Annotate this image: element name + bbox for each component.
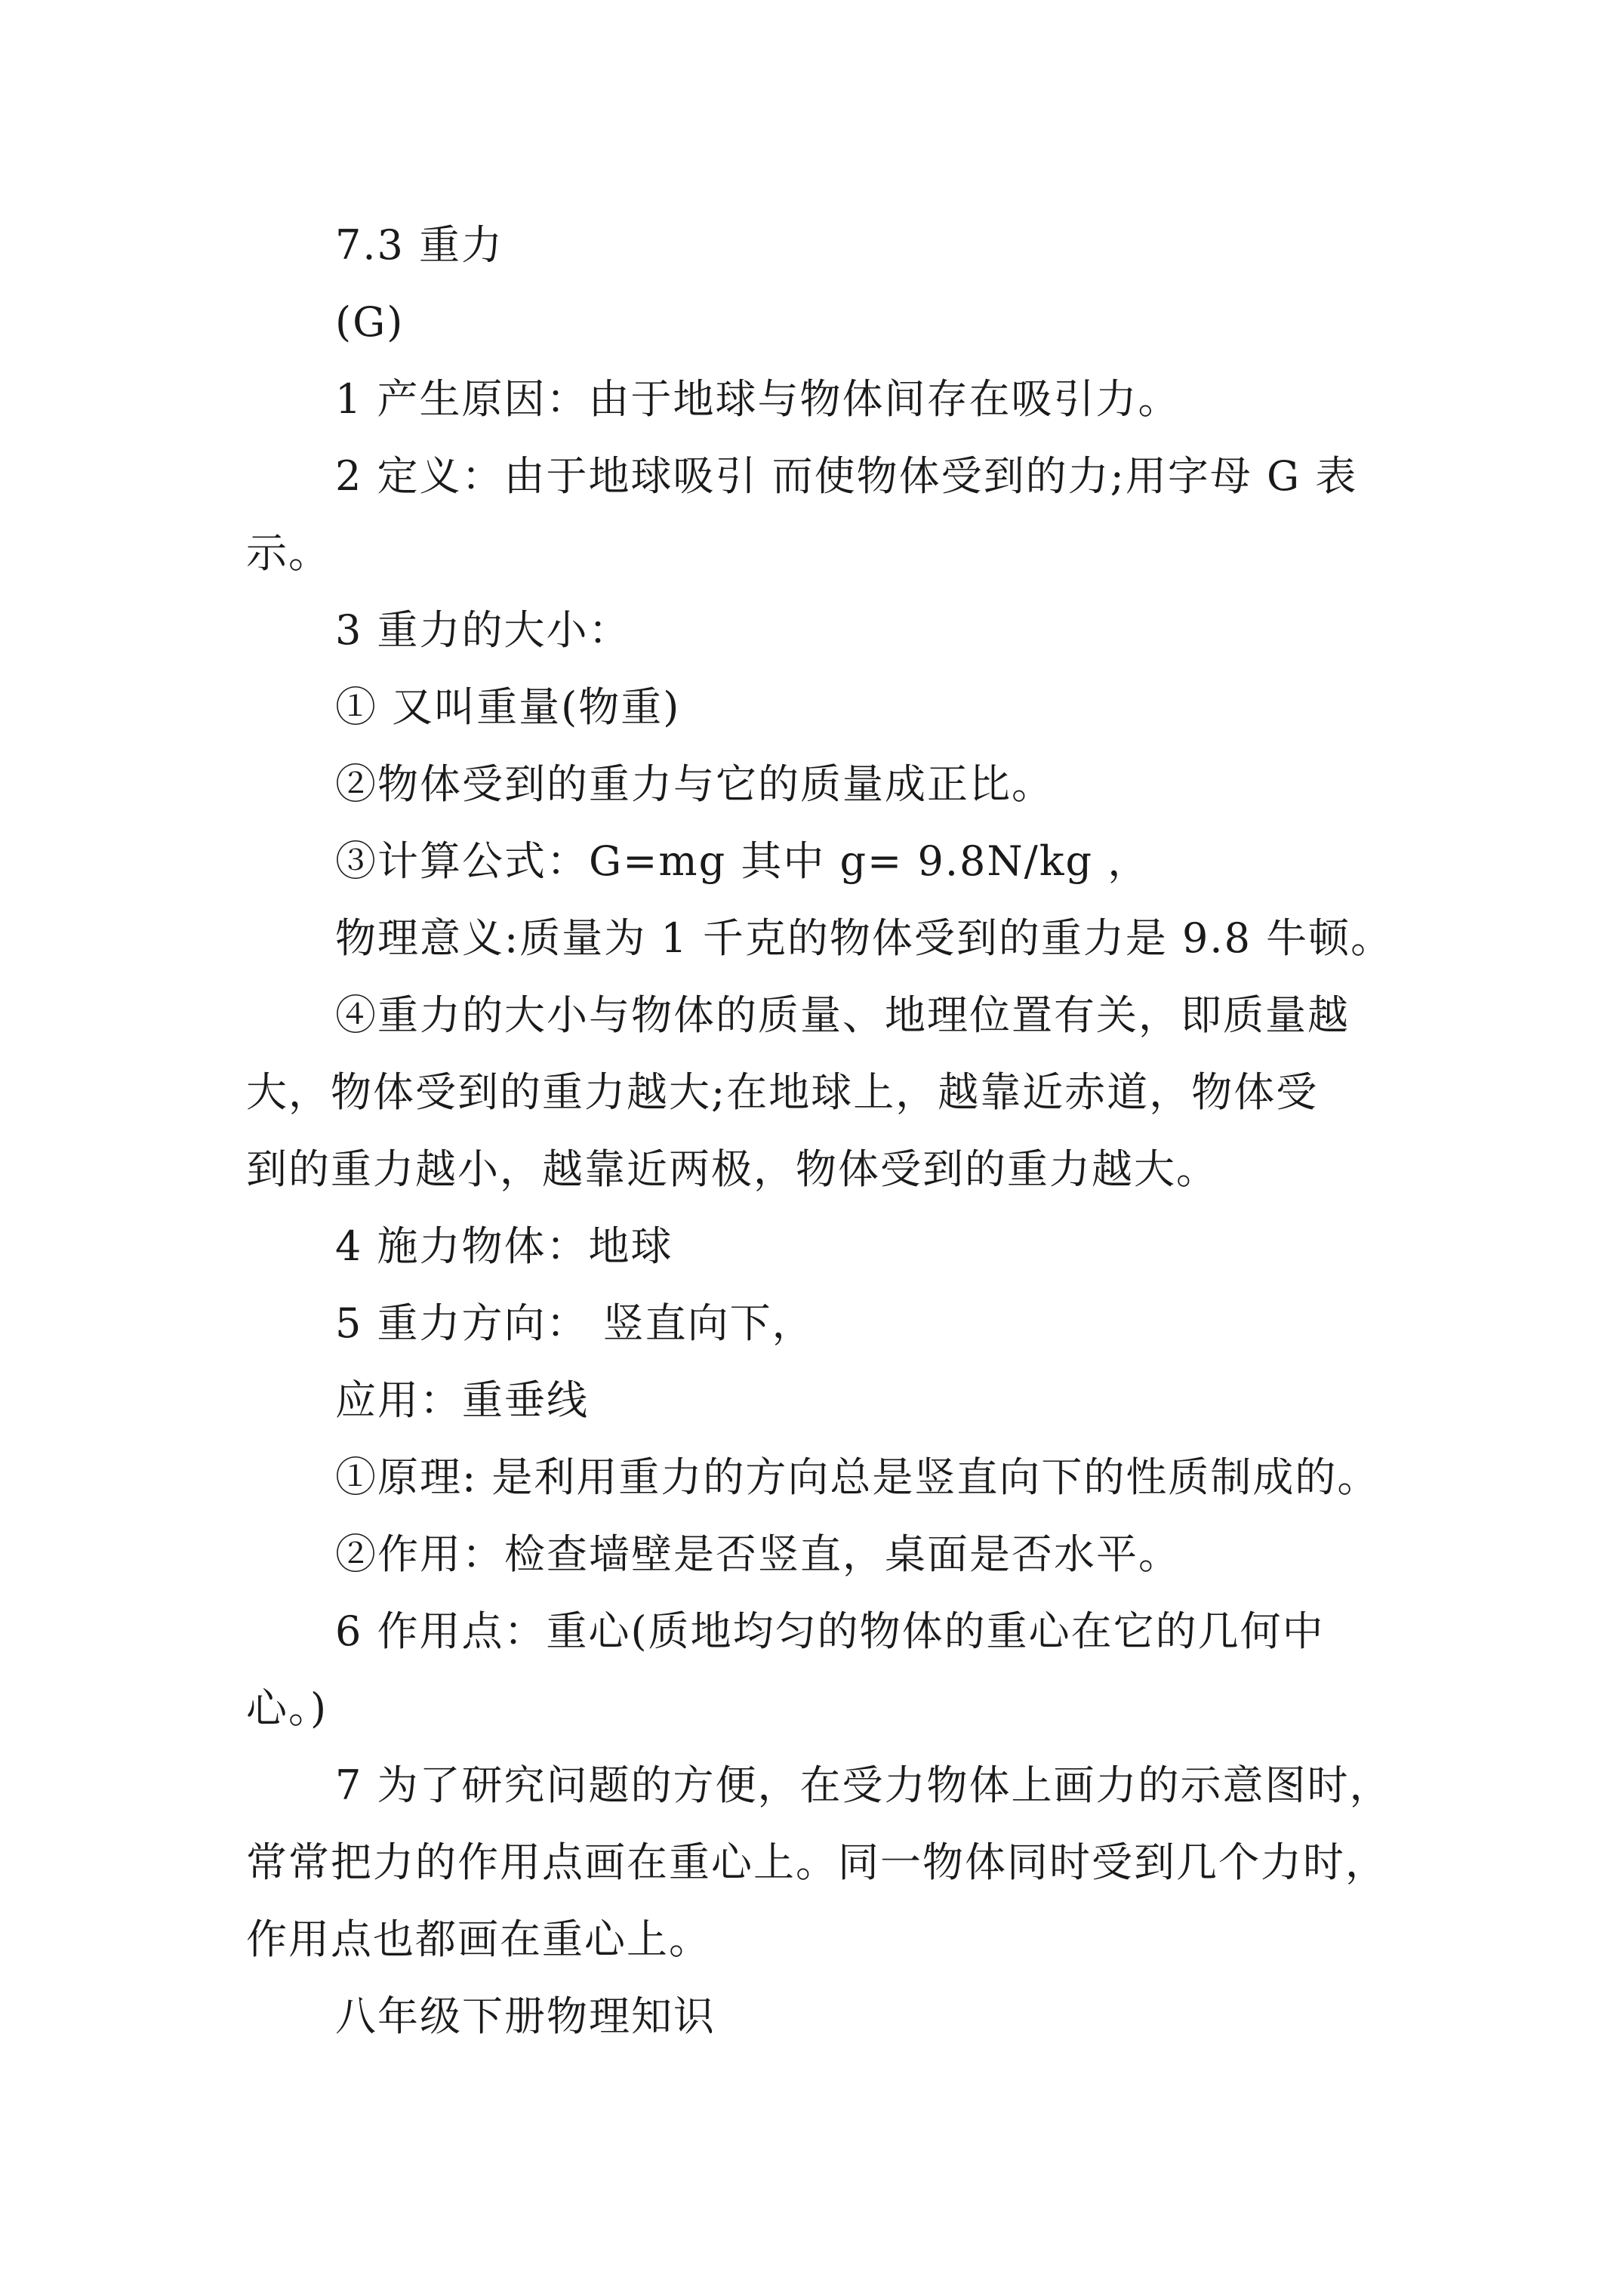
- direction-application: 应用：重垂线: [335, 1376, 589, 1424]
- paragraph-applying-body: 4 施力物体：地球: [335, 1222, 673, 1270]
- magnitude-item-1: ① 又叫重量(物重): [335, 683, 681, 731]
- paragraph-force-diagram-line-1: 7 为了研究问题的方便，在受力物体上画力的示意图时，: [335, 1761, 1392, 1809]
- magnitude-item-3-meaning: 物理意义:质量为 1 千克的物体受到的重力是 9.8 牛顿。: [335, 914, 1394, 962]
- paragraph-definition-line-1: 2 定义：由于地球吸引 而使物体受到的力;用字母 G 表: [335, 452, 1358, 500]
- magnitude-item-3-formula: ③计算公式：G=mg 其中 g= 9.8N/kg ，: [335, 837, 1150, 885]
- paragraph-center-of-gravity-line-2: 心。): [246, 1684, 328, 1732]
- paragraph-cause: 1 产生原因：由于地球与物体间存在吸引力。: [335, 375, 1181, 423]
- footer-title: 八年级下册物理知识: [335, 1992, 716, 2040]
- application-principle: ①原理: 是利用重力的方向总是竖直向下的性质制成的。: [335, 1453, 1380, 1501]
- magnitude-item-2: ②物体受到的重力与它的质量成正比。: [335, 760, 1054, 808]
- symbol-line: (G): [335, 298, 405, 346]
- paragraph-direction: 5 重力方向： 竖直向下，: [335, 1299, 815, 1347]
- paragraph-center-of-gravity-line-1: 6 作用点：重心(质地均匀的物体的重心在它的几何中: [335, 1607, 1325, 1655]
- paragraph-force-diagram-line-3: 作用点也都画在重心上。: [246, 1915, 711, 1963]
- paragraph-definition-line-2: 示。: [246, 529, 331, 577]
- application-use: ②作用：检查墙壁是否竖直，桌面是否水平。: [335, 1530, 1181, 1578]
- magnitude-item-4-line-2: 大，物体受到的重力越大;在地球上，越靠近赤道，物体受: [246, 1068, 1319, 1116]
- section-heading: 7.3 重力: [335, 221, 504, 269]
- magnitude-item-4-line-3: 到的重力越小，越靠近两极，物体受到的重力越大。: [246, 1145, 1218, 1193]
- paragraph-magnitude-title: 3 重力的大小：: [335, 606, 631, 654]
- magnitude-item-4-line-1: ④重力的大小与物体的质量、地理位置有关，即质量越: [335, 991, 1350, 1039]
- paragraph-force-diagram-line-2: 常常把力的作用点画在重心上。同一物体同时受到几个力时，: [246, 1838, 1387, 1886]
